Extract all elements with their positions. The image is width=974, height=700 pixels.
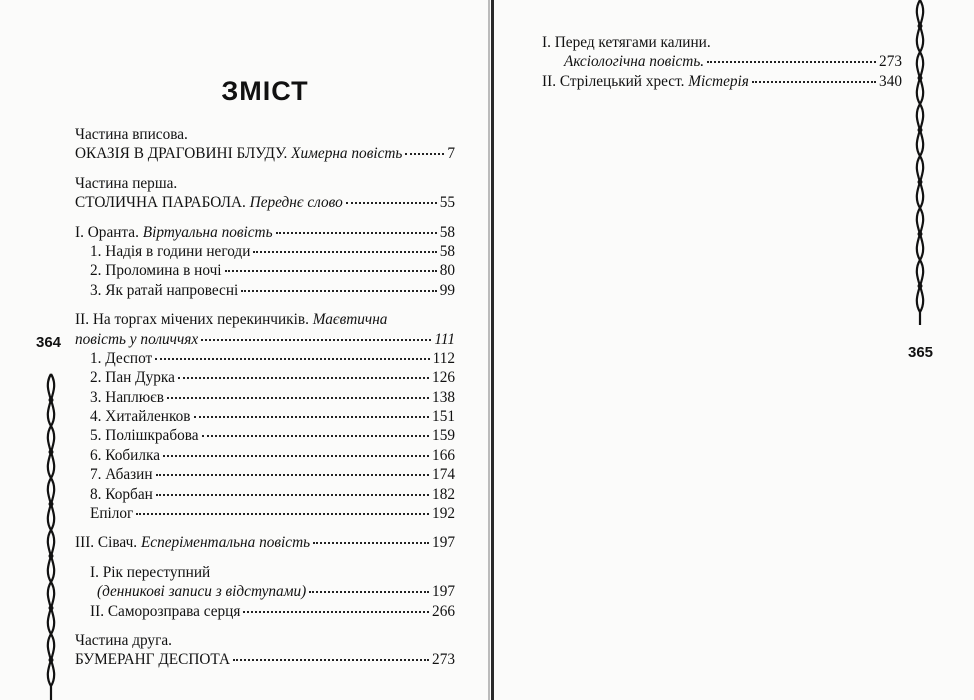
dot-leader [155,357,429,360]
dot-leader [156,473,429,476]
dot-leader [194,415,430,418]
toc-entry-title: ОКАЗІЯ В ДРАГОВИНІ БЛУДУ. Химерна повість [75,145,403,163]
toc-entry [75,602,455,621]
toc-page-number: 266 [432,602,455,620]
dot-leader [233,658,429,661]
toc-entry [75,242,455,261]
toc-entry [75,485,455,504]
toc-entry-title: 7. Абазин [90,466,153,484]
toc-entry-title: Частина вписова. [75,126,188,143]
dot-leader [276,231,437,234]
toc-page-number: 159 [432,427,455,445]
toc-entry-title: 2. Проломина в ночі [90,262,222,280]
toc-entry-title: 3. Як ратай напровесні [90,281,239,299]
toc-entry [542,72,902,91]
toc-entry-title: 6. Кобилка [90,446,160,464]
toc-entry [75,310,455,329]
toc-entry-title: Частина перша. [75,174,178,192]
toc-entry [75,582,455,601]
dot-leader [136,512,429,515]
toc-page-number: 174 [432,466,455,484]
toc-entry-title: 3. Наплюєв [90,388,164,406]
toc-page-number: 55 [439,194,455,212]
toc-entry [75,650,455,669]
toc-page-number: 273 [432,651,455,669]
dot-leader [346,201,437,204]
toc-entry [75,465,455,484]
toc-page-number: 58 [439,242,455,260]
toc-entry [75,533,455,552]
toc-entry-title: 1. Деспот [90,349,153,367]
toc-entry-title: II. Саморозправа серця [90,602,241,620]
dot-leader [178,376,429,379]
toc-page-number: 182 [432,485,455,503]
toc-entry [75,426,455,445]
toc-entry [75,125,455,144]
toc-entry [75,368,455,387]
dot-leader [225,269,437,272]
toc-entry-title: 2. Пан Дурка [90,369,175,387]
toc-page-number: 151 [432,408,455,426]
toc-page-number: 192 [432,505,455,523]
toc-page-number: 99 [439,281,455,299]
toc-entry [75,388,455,407]
toc-entry-title: СТОЛИЧНА ПАРАБОЛА. Переднє слово [75,194,343,212]
toc-entry [75,193,455,212]
toc-entry-title: I. Рік переступний [90,563,211,581]
dot-leader [309,590,429,593]
toc-entry [75,174,455,193]
toc-entry-title: 1. Надія в години негоди [90,242,251,260]
toc-entry-title: II. На торгах мічених перекинчиків. Маєвтична [75,311,388,329]
toc-entry-title: (денникові записи з відступами) [97,583,307,601]
toc-entry [75,281,455,300]
toc-entry-title: 5. Полішкрабова [90,427,199,445]
dot-leader [201,338,431,341]
right-page [494,0,974,700]
toc-entry-title: I. Перед кетягами калини. [542,34,711,51]
toc-entry [542,33,902,52]
vine-ornament-icon [905,0,935,325]
toc-entry [75,563,455,582]
dot-leader [202,434,429,437]
toc-page-number: 80 [439,262,455,280]
table-of-contents-right [542,33,902,91]
toc-entry [75,144,455,163]
page-number-left: 364 [36,334,62,351]
dot-leader [156,493,429,496]
dot-leader [241,289,436,292]
toc-page-number: 197 [432,583,455,601]
dot-leader [163,454,429,457]
toc-page-number: 112 [432,349,455,367]
toc-page-number: 126 [432,369,455,387]
toc-entry-title: 4. Хитайленков [90,408,191,426]
dot-leader [243,610,429,613]
toc-entry-title: Епілог [90,505,134,523]
toc-entry [75,631,455,650]
toc-page-number: 273 [879,53,902,71]
dot-leader [405,152,444,155]
toc-entry [75,223,455,242]
dot-leader [752,80,876,83]
toc-entry-title: повість у поличчях [75,330,199,348]
toc-page-number: 197 [432,534,455,552]
toc-page-number: 111 [434,330,455,348]
book-gutter-shadow [488,0,490,700]
contents-heading: ЗМІСТ [221,76,309,106]
dot-leader [313,541,429,544]
toc-entry [75,261,455,280]
toc-entry [75,349,455,368]
toc-entry-title: III. Сівач. Есперіментальна повість [75,534,311,552]
toc-page-number: 58 [439,223,455,241]
toc-entry-title: I. Оранта. Віртуальна повість [75,223,273,241]
vine-ornament-icon [36,372,66,700]
toc-page-number: 340 [879,72,902,90]
toc-entry [542,52,902,71]
toc-entry [75,330,455,349]
toc-entry-title: II. Стрілецький хрест. Містерія [542,72,749,90]
toc-page-number: 166 [432,446,455,464]
page-number-right: 365 [908,344,934,361]
toc-entry-title: 8. Корбан [90,485,153,503]
toc-page-number: 7 [447,145,455,163]
toc-entry-title: Аксіологічна повість. [564,53,705,71]
dot-leader [707,60,876,63]
toc-entry-title: Частина друга. [75,631,172,649]
table-of-contents-left [75,125,455,670]
toc-entry [75,446,455,465]
toc-page-number: 138 [432,388,455,406]
toc-entry [75,407,455,426]
dot-leader [167,396,429,399]
dot-leader [253,250,436,253]
toc-entry-title: БУМЕРАНГ ДЕСПОТА [75,651,231,669]
toc-entry [75,504,455,523]
